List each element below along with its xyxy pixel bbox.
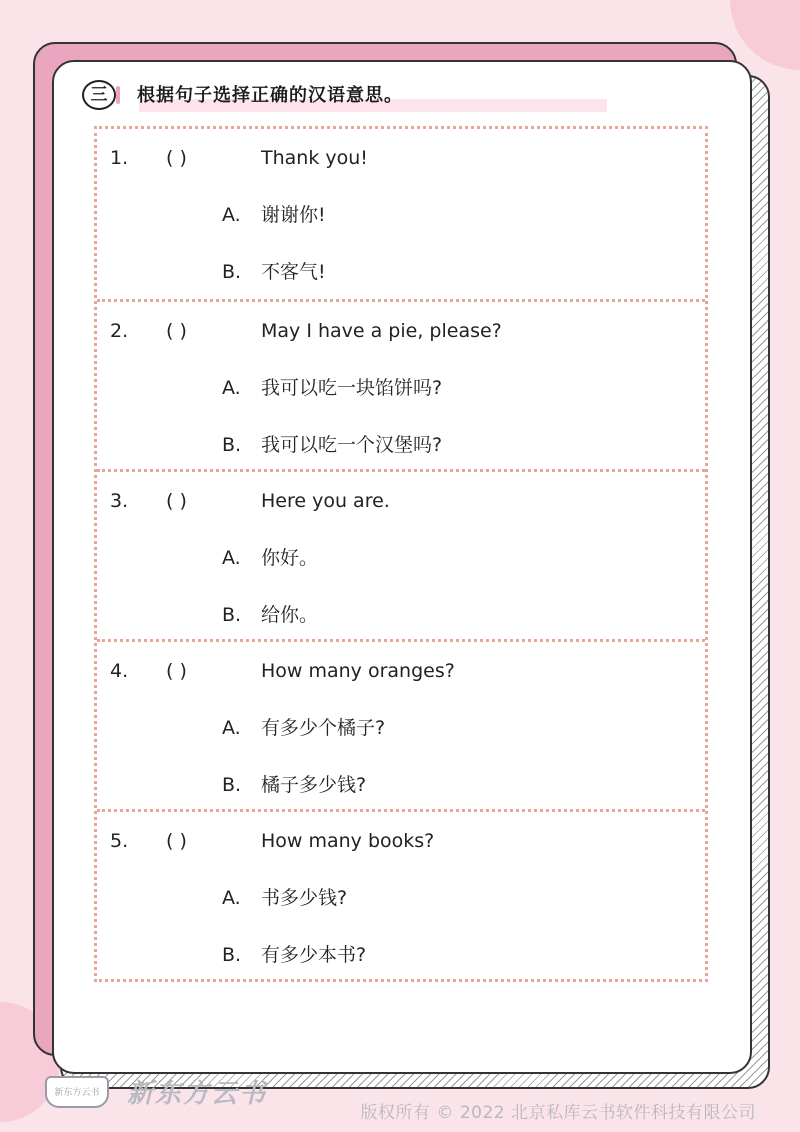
question-4 (97, 639, 705, 809)
option-a-label: A. (222, 377, 241, 399)
corner-decoration (730, 0, 800, 70)
section-number-badge: 三 (82, 80, 116, 110)
answer-blank[interactable]: ( ) (166, 147, 187, 169)
question-number: 2. (110, 320, 129, 342)
publisher-name: 新东方云书 (127, 1079, 268, 1109)
answer-blank[interactable]: ( ) (166, 830, 187, 852)
question-text: How many oranges? (261, 660, 455, 682)
question-number: 1. (110, 147, 129, 169)
section-title: 根据句子选择正确的汉语意思。 (137, 85, 403, 106)
option-b-text: 我可以吃一个汉堡吗? (261, 434, 443, 456)
question-text: Thank you! (261, 147, 368, 169)
question-1 (97, 129, 705, 299)
option-a-text: 有多少个橘子? (261, 717, 386, 739)
option-a-label: A. (222, 717, 241, 739)
question-list (94, 126, 708, 982)
option-a-label: A. (222, 547, 241, 569)
question-text: Here you are. (261, 490, 390, 512)
question-text: How many books? (261, 830, 435, 852)
worksheet-card (52, 60, 752, 1074)
option-b-label: B. (222, 434, 242, 456)
option-b-text: 有多少本书? (261, 944, 367, 966)
option-a-text: 我可以吃一块馅饼吗? (261, 377, 443, 399)
question-number: 3. (110, 490, 129, 512)
option-b-label: B. (222, 261, 242, 283)
option-b-label: B. (222, 944, 242, 966)
question-3 (97, 469, 705, 639)
option-b-text: 不客气! (261, 261, 326, 283)
option-b-label: B. (222, 604, 242, 626)
option-a-label: A. (222, 204, 241, 226)
option-b-label: B. (222, 774, 242, 796)
option-a-text: 你好。 (261, 547, 319, 569)
option-b-text: 橘子多少钱? (261, 774, 367, 796)
option-b-text: 给你。 (261, 604, 319, 626)
publisher-logo (45, 1073, 267, 1110)
question-text: May I have a pie, please? (261, 320, 502, 342)
answer-blank[interactable]: ( ) (166, 660, 187, 682)
book-logo-icon: 新东方云书 (45, 1076, 109, 1108)
copyright-notice: 版权所有 © 2022 北京私库云书软件科技有限公司 (360, 1103, 756, 1123)
question-number: 4. (110, 660, 129, 682)
option-a-label: A. (222, 887, 241, 909)
question-2 (97, 299, 705, 469)
option-a-text: 谢谢你! (261, 204, 326, 226)
answer-blank[interactable]: ( ) (166, 490, 187, 512)
option-a-text: 书多少钱? (261, 887, 348, 909)
question-5 (97, 809, 705, 979)
answer-blank[interactable]: ( ) (166, 320, 187, 342)
question-number: 5. (110, 830, 129, 852)
